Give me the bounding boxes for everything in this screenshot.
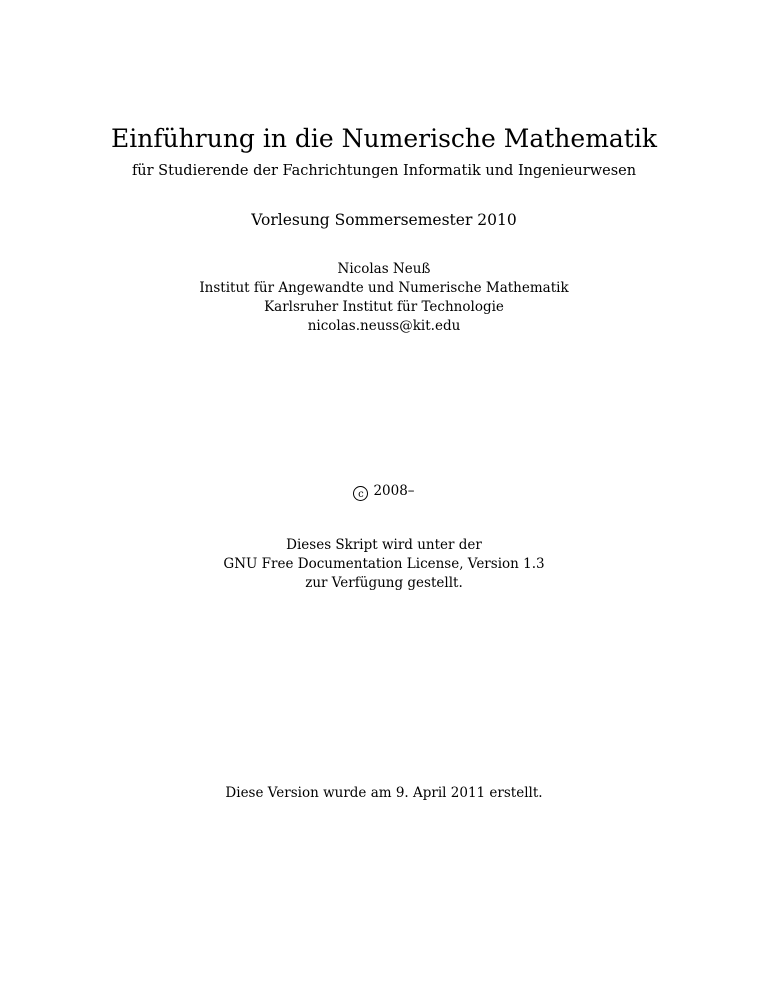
copyright-years: 2008– [373, 483, 415, 499]
copyright-icon: c [353, 486, 368, 501]
lecture-term: Vorlesung Sommersemester 2010 [251, 211, 517, 229]
author-university: Karlsruher Institut für Technologie [264, 299, 504, 315]
license-line-3: zur Verfügung gestellt. [305, 575, 463, 591]
copyright-line [0, 485, 768, 501]
document-title: Einführung in die Numerische Mathematik [110, 124, 658, 153]
license-block [0, 536, 768, 593]
author-institute: Institut für Angewandte und Numerische Mathematik [199, 280, 569, 296]
author-email: nicolas.neuss@kit.edu [307, 318, 461, 334]
license-line-2: GNU Free Documentation License, Version 1.3 [223, 556, 545, 572]
version-note: Diese Version wurde am 9. April 2011 erstellt. [225, 785, 543, 801]
author-block [0, 260, 768, 336]
license-line-1: Dieses Skript wird unter der [286, 537, 482, 553]
document-subtitle: für Studierende der Fachrichtungen Informatik und Ingenieurwesen [131, 163, 637, 179]
author-name: Nicolas Neuß [337, 261, 431, 277]
